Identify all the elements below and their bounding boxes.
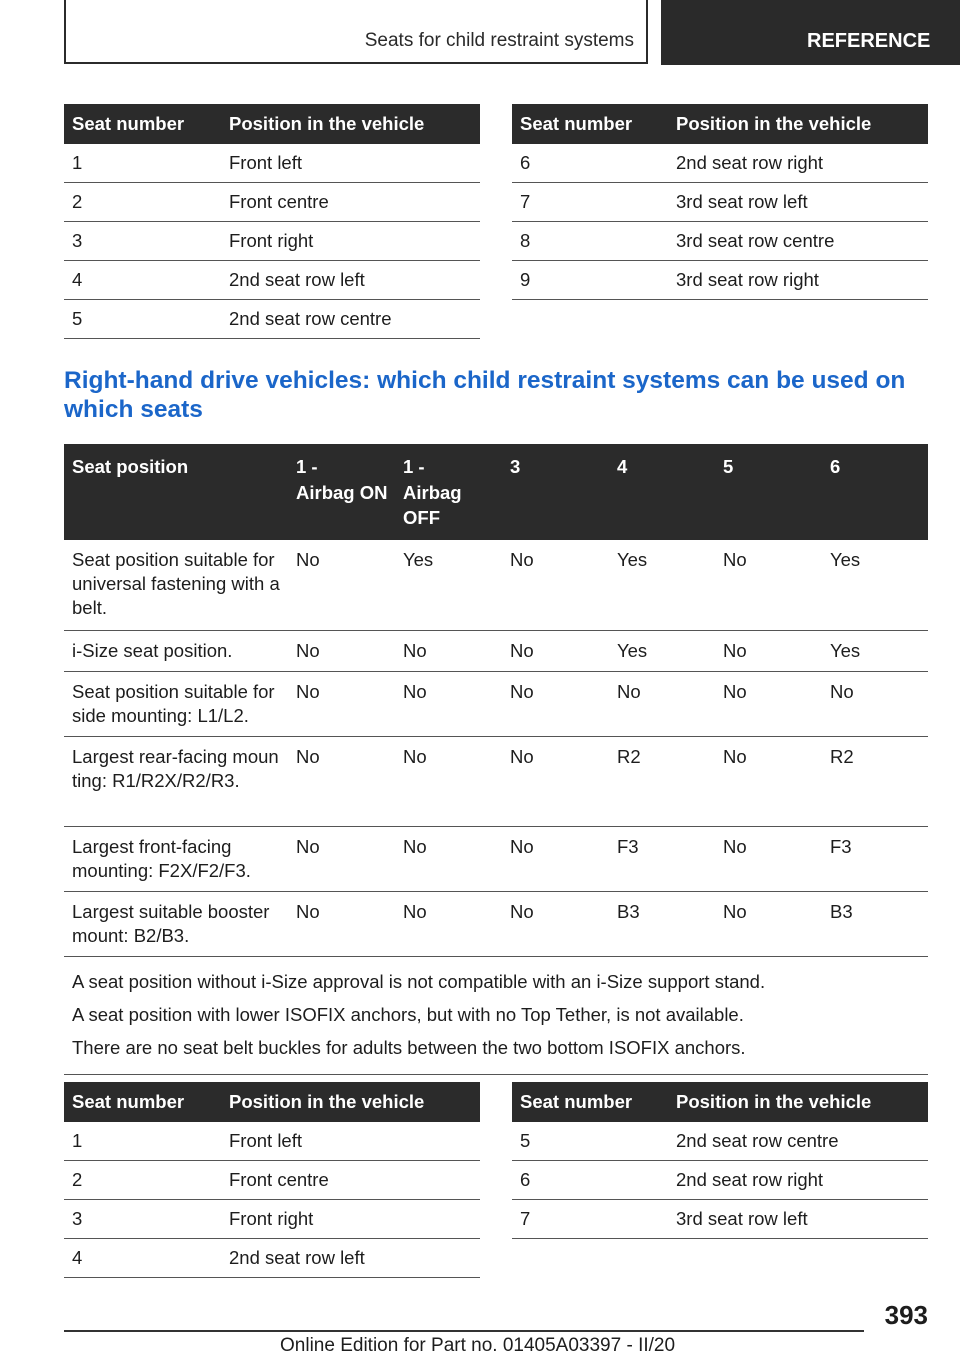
value-cell: No <box>288 671 395 736</box>
value-cell: No <box>288 540 395 630</box>
seat-number-cell: 3 <box>64 1200 221 1239</box>
value-cell: No <box>715 671 822 736</box>
value-cell: No <box>395 826 502 891</box>
row-label-cell: i-Size seat position. <box>64 630 288 671</box>
value-cell: No <box>502 891 609 956</box>
table-row <box>64 1122 480 1161</box>
column-header-seat-position <box>64 444 288 540</box>
column-header-position: Position in the vehicle <box>221 1082 480 1122</box>
table-row <box>64 540 928 630</box>
page-number: 393 <box>884 1300 928 1330</box>
table-header-row <box>64 1082 480 1122</box>
value-cell: No <box>822 671 928 736</box>
table-row <box>64 630 928 671</box>
seat-number-cell: 7 <box>512 1200 668 1239</box>
value-cell: No <box>502 540 609 630</box>
table-header-row <box>512 1082 928 1122</box>
table-row <box>64 1161 480 1200</box>
seat-number-cell: 1 <box>64 144 221 183</box>
value-cell: Yes <box>822 540 928 630</box>
header-line: 6 <box>830 456 841 477</box>
header-title: Seats for child restraint systems <box>364 30 634 51</box>
seat-number-cell: 9 <box>512 261 668 300</box>
column-header-position: Position in the vehicle <box>668 104 928 144</box>
value-cell: No <box>288 826 395 891</box>
table-notes <box>64 956 928 1074</box>
value-cell: No <box>395 736 502 826</box>
table-row <box>64 261 480 300</box>
table-row <box>64 671 928 736</box>
footer-edition-text: Online Edition for Part no. 01405A03397 - II/20 <box>280 1335 676 1356</box>
value-cell: B3 <box>609 891 715 956</box>
note-line: A seat position with lower ISOFIX anchors, but with no Top Tether, is not available. <box>72 1003 744 1025</box>
value-cell: No <box>502 736 609 826</box>
header-line: 5 <box>723 456 734 477</box>
column-header-seat-number: Seat number <box>512 104 668 144</box>
position-cell: 3rd seat row right <box>668 261 928 300</box>
header-section-label: REFERENCE <box>807 30 931 52</box>
value-cell: No <box>288 891 395 956</box>
position-cell: 2nd seat row left <box>221 1239 480 1278</box>
header-line: 1 - <box>403 456 425 477</box>
row-label-cell: Largest suitable booster mount: B2/B3. <box>64 891 288 956</box>
header-line: Seat position <box>72 456 189 477</box>
value-cell: No <box>609 671 715 736</box>
value-cell: Yes <box>822 630 928 671</box>
table-header-row <box>64 104 480 144</box>
table-row <box>512 1200 928 1239</box>
value-cell: Yes <box>609 540 715 630</box>
value-cell: No <box>502 630 609 671</box>
table-notes-row <box>64 956 928 1074</box>
seat-number-cell: 5 <box>64 300 221 339</box>
seat-number-cell: 1 <box>64 1122 221 1161</box>
seat-number-table-bottom-right <box>512 1082 928 1239</box>
value-cell: No <box>288 630 395 671</box>
value-cell: Yes <box>609 630 715 671</box>
position-cell: 2nd seat row left <box>221 261 480 300</box>
column-header-seat-1-airbag-off <box>395 444 502 540</box>
table-header-row <box>64 444 928 540</box>
seat-number-cell: 4 <box>64 261 221 300</box>
row-label-cell: Seat position suitable for side mounting: L1/L2. <box>64 671 288 736</box>
table-row <box>512 1161 928 1200</box>
table-row <box>64 300 480 339</box>
position-cell: Front centre <box>221 183 480 222</box>
position-cell: 3rd seat row centre <box>668 222 928 261</box>
column-header-seat-number: Seat number <box>64 1082 221 1122</box>
column-header-seat-3 <box>502 444 609 540</box>
table-row <box>64 144 480 183</box>
value-cell: No <box>715 540 822 630</box>
position-cell: 2nd seat row right <box>668 144 928 183</box>
column-header-position: Position in the vehicle <box>221 104 480 144</box>
value-cell: No <box>395 630 502 671</box>
section-heading: Right-hand drive vehicles: which child restraint systems can be used on which seats <box>64 367 906 423</box>
table-row <box>64 183 480 222</box>
position-cell: Front left <box>221 1122 480 1161</box>
note-line: A seat position without i-Size approval is not compatible with an i-Size support stand. <box>72 970 766 992</box>
value-cell: No <box>288 736 395 826</box>
seat-number-cell: 2 <box>64 1161 221 1200</box>
value-cell: No <box>715 736 822 826</box>
child-restraint-table <box>64 444 928 1075</box>
table-row <box>64 736 928 826</box>
table-row <box>64 891 928 956</box>
header-line: 4 <box>617 456 628 477</box>
seat-number-cell: 6 <box>512 1161 668 1200</box>
column-header-seat-1-airbag-on <box>288 444 395 540</box>
header-subline: Airbag ON <box>296 482 388 503</box>
value-cell: No <box>715 630 822 671</box>
table-header-row <box>512 104 928 144</box>
row-label-cell: Seat position suitable for universal fastening with a belt. <box>64 540 288 630</box>
seat-number-table-top-left <box>64 104 480 339</box>
position-cell: Front right <box>221 222 480 261</box>
seat-number-table-bottom-left <box>64 1082 480 1278</box>
seat-number-table-top-right <box>512 104 928 300</box>
column-header-position: Position in the vehicle <box>668 1082 928 1122</box>
table-row <box>64 222 480 261</box>
value-cell: No <box>395 671 502 736</box>
value-cell: No <box>395 891 502 956</box>
table-row <box>512 144 928 183</box>
position-cell: 3rd seat row left <box>668 183 928 222</box>
value-cell: Yes <box>395 540 502 630</box>
column-header-seat-5 <box>715 444 822 540</box>
position-cell: 3rd seat row left <box>668 1200 928 1239</box>
note-line: There are no seat belt buckles for adults between the two bottom ISOFIX anchors. <box>72 1036 746 1058</box>
position-cell: 2nd seat row centre <box>668 1122 928 1161</box>
value-cell: R2 <box>609 736 715 826</box>
column-header-seat-6 <box>822 444 928 540</box>
seat-number-cell: 4 <box>64 1239 221 1278</box>
table-row <box>512 183 928 222</box>
value-cell: F3 <box>609 826 715 891</box>
seat-number-cell: 7 <box>512 183 668 222</box>
header-line: 3 <box>510 456 521 477</box>
seat-number-cell: 6 <box>512 144 668 183</box>
value-cell: No <box>715 826 822 891</box>
position-cell: Front right <box>221 1200 480 1239</box>
position-cell: 2nd seat row centre <box>221 300 480 339</box>
row-label-cell: Largest front-facing mounting: F2X/F2/F3. <box>64 826 288 891</box>
footer-divider <box>64 1330 864 1332</box>
header-subline: Airbag OFF <box>403 482 462 528</box>
table-row <box>512 1122 928 1161</box>
value-cell: No <box>502 671 609 736</box>
position-cell: Front centre <box>221 1161 480 1200</box>
row-label-cell: Largest rear-facing mounting: R1/R2X/R2/R3. <box>64 736 288 826</box>
header-line: 1 - <box>296 456 318 477</box>
column-header-seat-number: Seat number <box>64 104 221 144</box>
header-title-box <box>64 0 648 64</box>
header-section-tab <box>661 0 960 65</box>
column-header-seat-number: Seat number <box>512 1082 668 1122</box>
seat-number-cell: 8 <box>512 222 668 261</box>
position-cell: 2nd seat row right <box>668 1161 928 1200</box>
seat-number-cell: 5 <box>512 1122 668 1161</box>
seat-number-cell: 2 <box>64 183 221 222</box>
value-cell: B3 <box>822 891 928 956</box>
seat-number-cell: 3 <box>64 222 221 261</box>
table-row <box>64 1200 480 1239</box>
value-cell: No <box>715 891 822 956</box>
table-row <box>64 826 928 891</box>
value-cell: R2 <box>822 736 928 826</box>
column-header-seat-4 <box>609 444 715 540</box>
value-cell: F3 <box>822 826 928 891</box>
table-row <box>512 222 928 261</box>
value-cell: No <box>502 826 609 891</box>
table-row <box>64 1239 480 1278</box>
position-cell: Front left <box>221 144 480 183</box>
table-row <box>512 261 928 300</box>
